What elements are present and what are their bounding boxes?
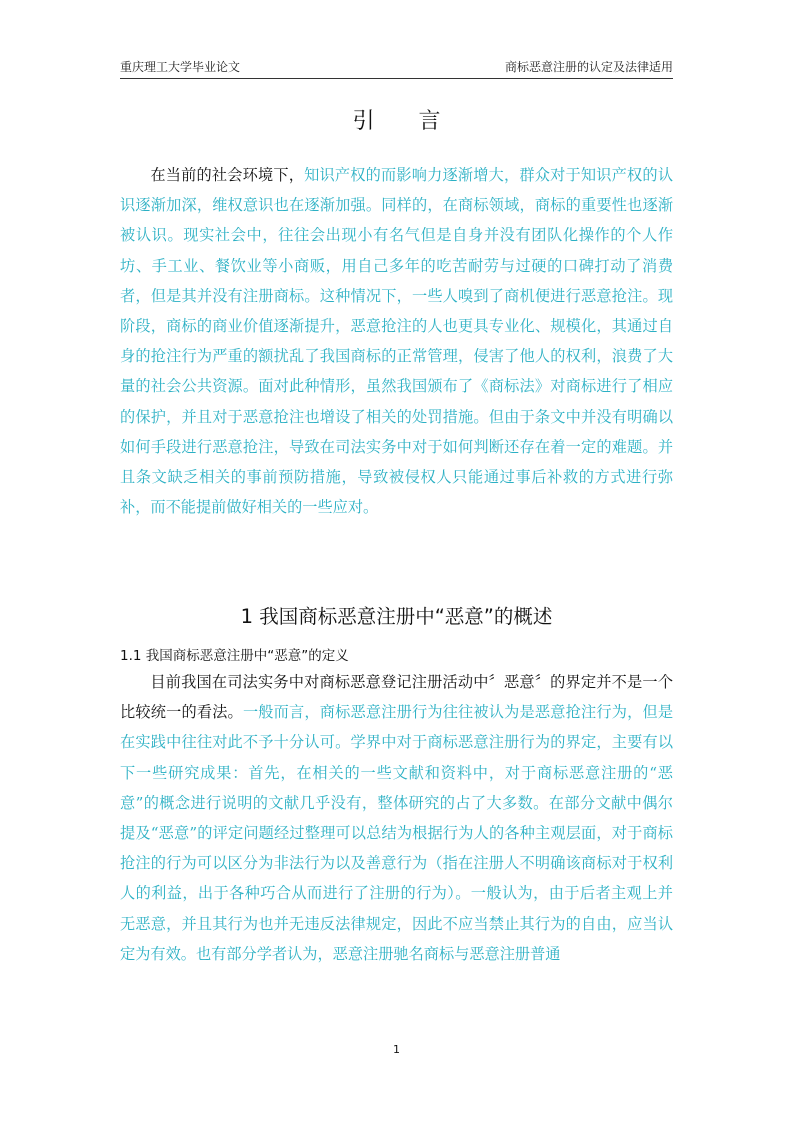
page-number: 1 [393, 1043, 400, 1056]
section-paragraph [120, 667, 673, 969]
intro-lead-text: 在当前的社会环境下， [150, 166, 305, 184]
intro-body-text: 知识产权的而影响力逐渐增大，群众对于知识产权的认识逐渐加深，维权意识也在逐渐加强。同样的，在商标领域，商标的重要性也逐渐被认识。现实社会中，往往会出现小有名气但是自身并没有团队化操作的个人作坊、手工业、餐饮业等小商贩，用自己多年的吃苦耐劳与过硬的口碑打动了消费者，但是其并没有注册商标。这种情况下，一些人嗅到了商机便进行恶意抢注。现阶段，商标的商业价值逐渐提升，恶意抢注的人也更具专业化、规模化，其通过自身的抢注行为严重的额扰乱了我国商标的正常管理，侵害了他人的权利，浪费了大量的社会公共资源。面对此种情形，虽然我国颁布了《商标法》对商标进行了相应的保护，并且对于恶意抢注也增设了相关的处罚措施。但由于条文中并没有明确以如何手段进行恶意抢注，导致在司法实务中对于如何判断还存在着一定的难题。并且条文缺乏相关的事前预防措施，导致被侵权人只能通过事后补救的方式进行弥补，而不能提前做好相关的一些应对。 [120, 166, 674, 517]
intro-paragraph [120, 160, 673, 522]
page-header [120, 56, 673, 76]
subsection-heading: 1.1 我国商标恶意注册中“恶意”的定义 [120, 648, 349, 664]
header-thesis-label: 重庆理工大学毕业论文 [120, 60, 241, 74]
page-title: 引言 [352, 109, 485, 134]
section-body-text: 一般而言，商标恶意注册行为往往被认为是恶意抢注行为，但是在实践中往往对此不予十分认可。学界中对于商标恶意注册行为的界定，主要有以下一些研究成果：首先，在相关的一些文献和资料中，对于商标恶意注册的“恶意”的概念进行说明的文献几乎没有，整体研究的占了大多数。在部分文献中偶尔提及“恶意”的评定问题经过整理可以总结为根据行为人的各种主观层面，对于商标抢注的行为可以区分为非法行为以及善意行为（指在注册人不明确该商标对于权利人的利益，出于各种巧合从而进行了注册的行为）。一般认为，由于后者主观上并无恶意，并且其行为也并无违反法律规定，因此不应当禁止其行为的自由，应当认定为有效。也有部分学者认为，恶意注册驰名商标与恶意注册普通 [120, 703, 674, 963]
header-thesis-title: 商标恶意注册的认定及法律适用 [504, 60, 673, 74]
header-divider [120, 78, 673, 79]
section-lead-text: 目前我国在司法实务中对商标恶意登记注册活动中〞恶意〞的界定并不是一个比较统一的看法。 [120, 673, 673, 722]
section-heading: 1 我国商标恶意注册中“恶意”的概述 [240, 605, 553, 628]
